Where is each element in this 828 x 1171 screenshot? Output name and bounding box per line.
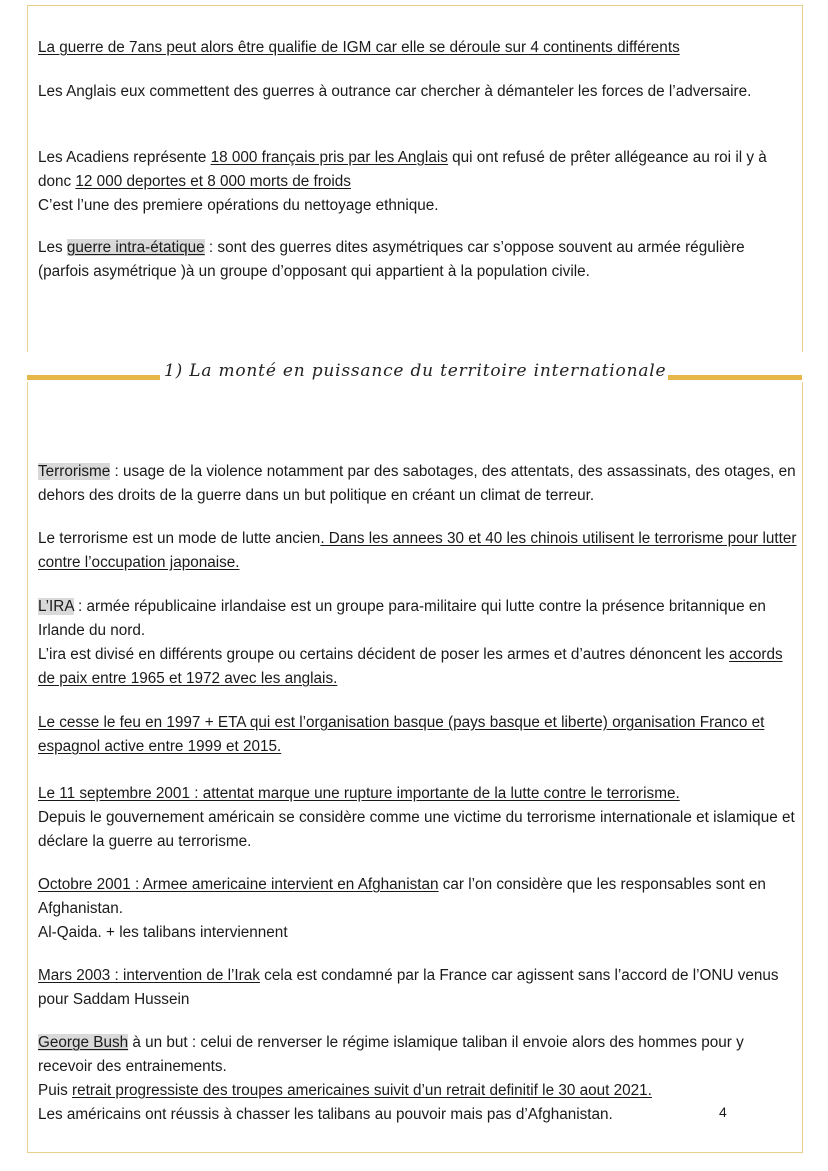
emphasized-text: La guerre de 7ans peut alors être qualifie de IGM car elle se déroule sur 4 continents différents [38, 39, 680, 56]
text-run: Le terrorisme est un mode de lutte ancien [38, 530, 321, 547]
emphasized-text: Le cesse le feu en 1997 + ETA qui est l’organisation basque (pays basque et liberte) organisation Franco et espagnol active entre 1999 et 2015. [38, 714, 765, 755]
text-run: : sont des guerres dites asymétriques car s’oppose souvent au armée régulière (parfois asymétrique )à un groupe d’opposant qui appartient à la population civile. [38, 239, 745, 280]
emphasized-text: retrait progressiste des troupes americaines suivit d’un retrait definitif le 30 aout 2021. [72, 1082, 652, 1099]
paragraph-iraq-2003 [38, 964, 798, 1012]
emphasized-text: L’IRA [38, 598, 74, 615]
paragraph-acadians [38, 146, 798, 218]
text-run: Al-Qaida. + les talibans interviennent [38, 924, 288, 941]
emphasized-text: George Bush [38, 1034, 129, 1051]
paragraph-ceasefire-eta [38, 711, 798, 759]
text-run: Les américains ont réussis à chasser les talibans au pouvoir mais pas d’Afghanistan. [38, 1106, 613, 1123]
paragraph-ira [38, 595, 798, 691]
text-run: : usage de la violence notamment par des sabotages, des attentats, des assassinats, des otages, en dehors des droits de la guerre dans un but politique en créant un climat de terreur. [38, 463, 796, 504]
emphasized-text: Mars 2003 : intervention de l’Irak [38, 967, 260, 984]
paragraph-7-years-war [38, 36, 798, 60]
text-run: C’est l’une des premiere opérations du nettoyage ethnique. [38, 197, 439, 214]
text-run: car l’on considère que les responsables sont en Afghanistan. [38, 876, 766, 917]
emphasized-text: Octobre 2001 : Armee americaine intervient en Afghanistan [38, 876, 439, 893]
page-number: 4 [719, 1104, 727, 1120]
paragraph-september-11 [38, 782, 798, 854]
text-run: L’ira est divisé en différents groupe ou certains décident de poser les armes et d’autres dénoncent les [38, 646, 730, 663]
text-run: à un but : celui de renverser le régime islamique taliban il envoie alors des hommes pour y recevoir des entrainements. [38, 1034, 744, 1075]
emphasized-text: accords de paix entre 1965 et 1972 avec les anglais. [38, 646, 783, 687]
text-run: Les [38, 239, 67, 256]
text-run: cela est condamné par la France car agissent sans l’accord de l’ONU venus pour Saddam Hussein [38, 967, 779, 1008]
paragraph-george-bush [38, 1031, 778, 1127]
paragraph-english-wars [38, 80, 798, 104]
emphasized-text: . Dans les annees 30 et 40 les chinois utilisent le terrorisme pour lutter contre l’occupation japonaise. [38, 530, 797, 571]
section-title: 1) La monté en puissance du territoire internationale [164, 361, 667, 381]
text-run: Les Acadiens représente [38, 149, 211, 166]
text-run: : armée républicaine irlandaise est un groupe para-militaire qui lutte contre la présence britannique en Irlande du nord. [38, 598, 766, 639]
section-divider-left [27, 375, 160, 380]
emphasized-text: 18 000 français pris par les Anglais [210, 149, 448, 166]
emphasized-text: 12 000 deportes et 8 000 morts de froids [75, 173, 351, 190]
emphasized-text: guerre intra-étatique [66, 239, 205, 256]
emphasized-text: Le 11 septembre 2001 : attentat marque une rupture importante de la lutte contre le terrorisme. [38, 785, 680, 802]
paragraph-afghanistan-2001 [38, 873, 798, 945]
text-run: Puis [38, 1082, 73, 1099]
paragraph-intra-state-wars [38, 236, 798, 284]
text-run: Les Anglais eux commettent des guerres à outrance car chercher à démanteler les forces de l’adversaire. [38, 83, 752, 100]
text-run: Depuis le gouvernement américain se considère comme une victime du terrorisme internationale et islamique et déclare la guerre au terrorisme. [38, 809, 795, 850]
section-divider-right [668, 375, 802, 380]
paragraph-terrorism-history [38, 527, 798, 575]
text-run: qui ont refusé de prêter allégeance au roi il y à donc [38, 149, 767, 190]
paragraph-terrorism-definition [38, 460, 798, 508]
emphasized-text: Terrorisme [38, 463, 111, 480]
